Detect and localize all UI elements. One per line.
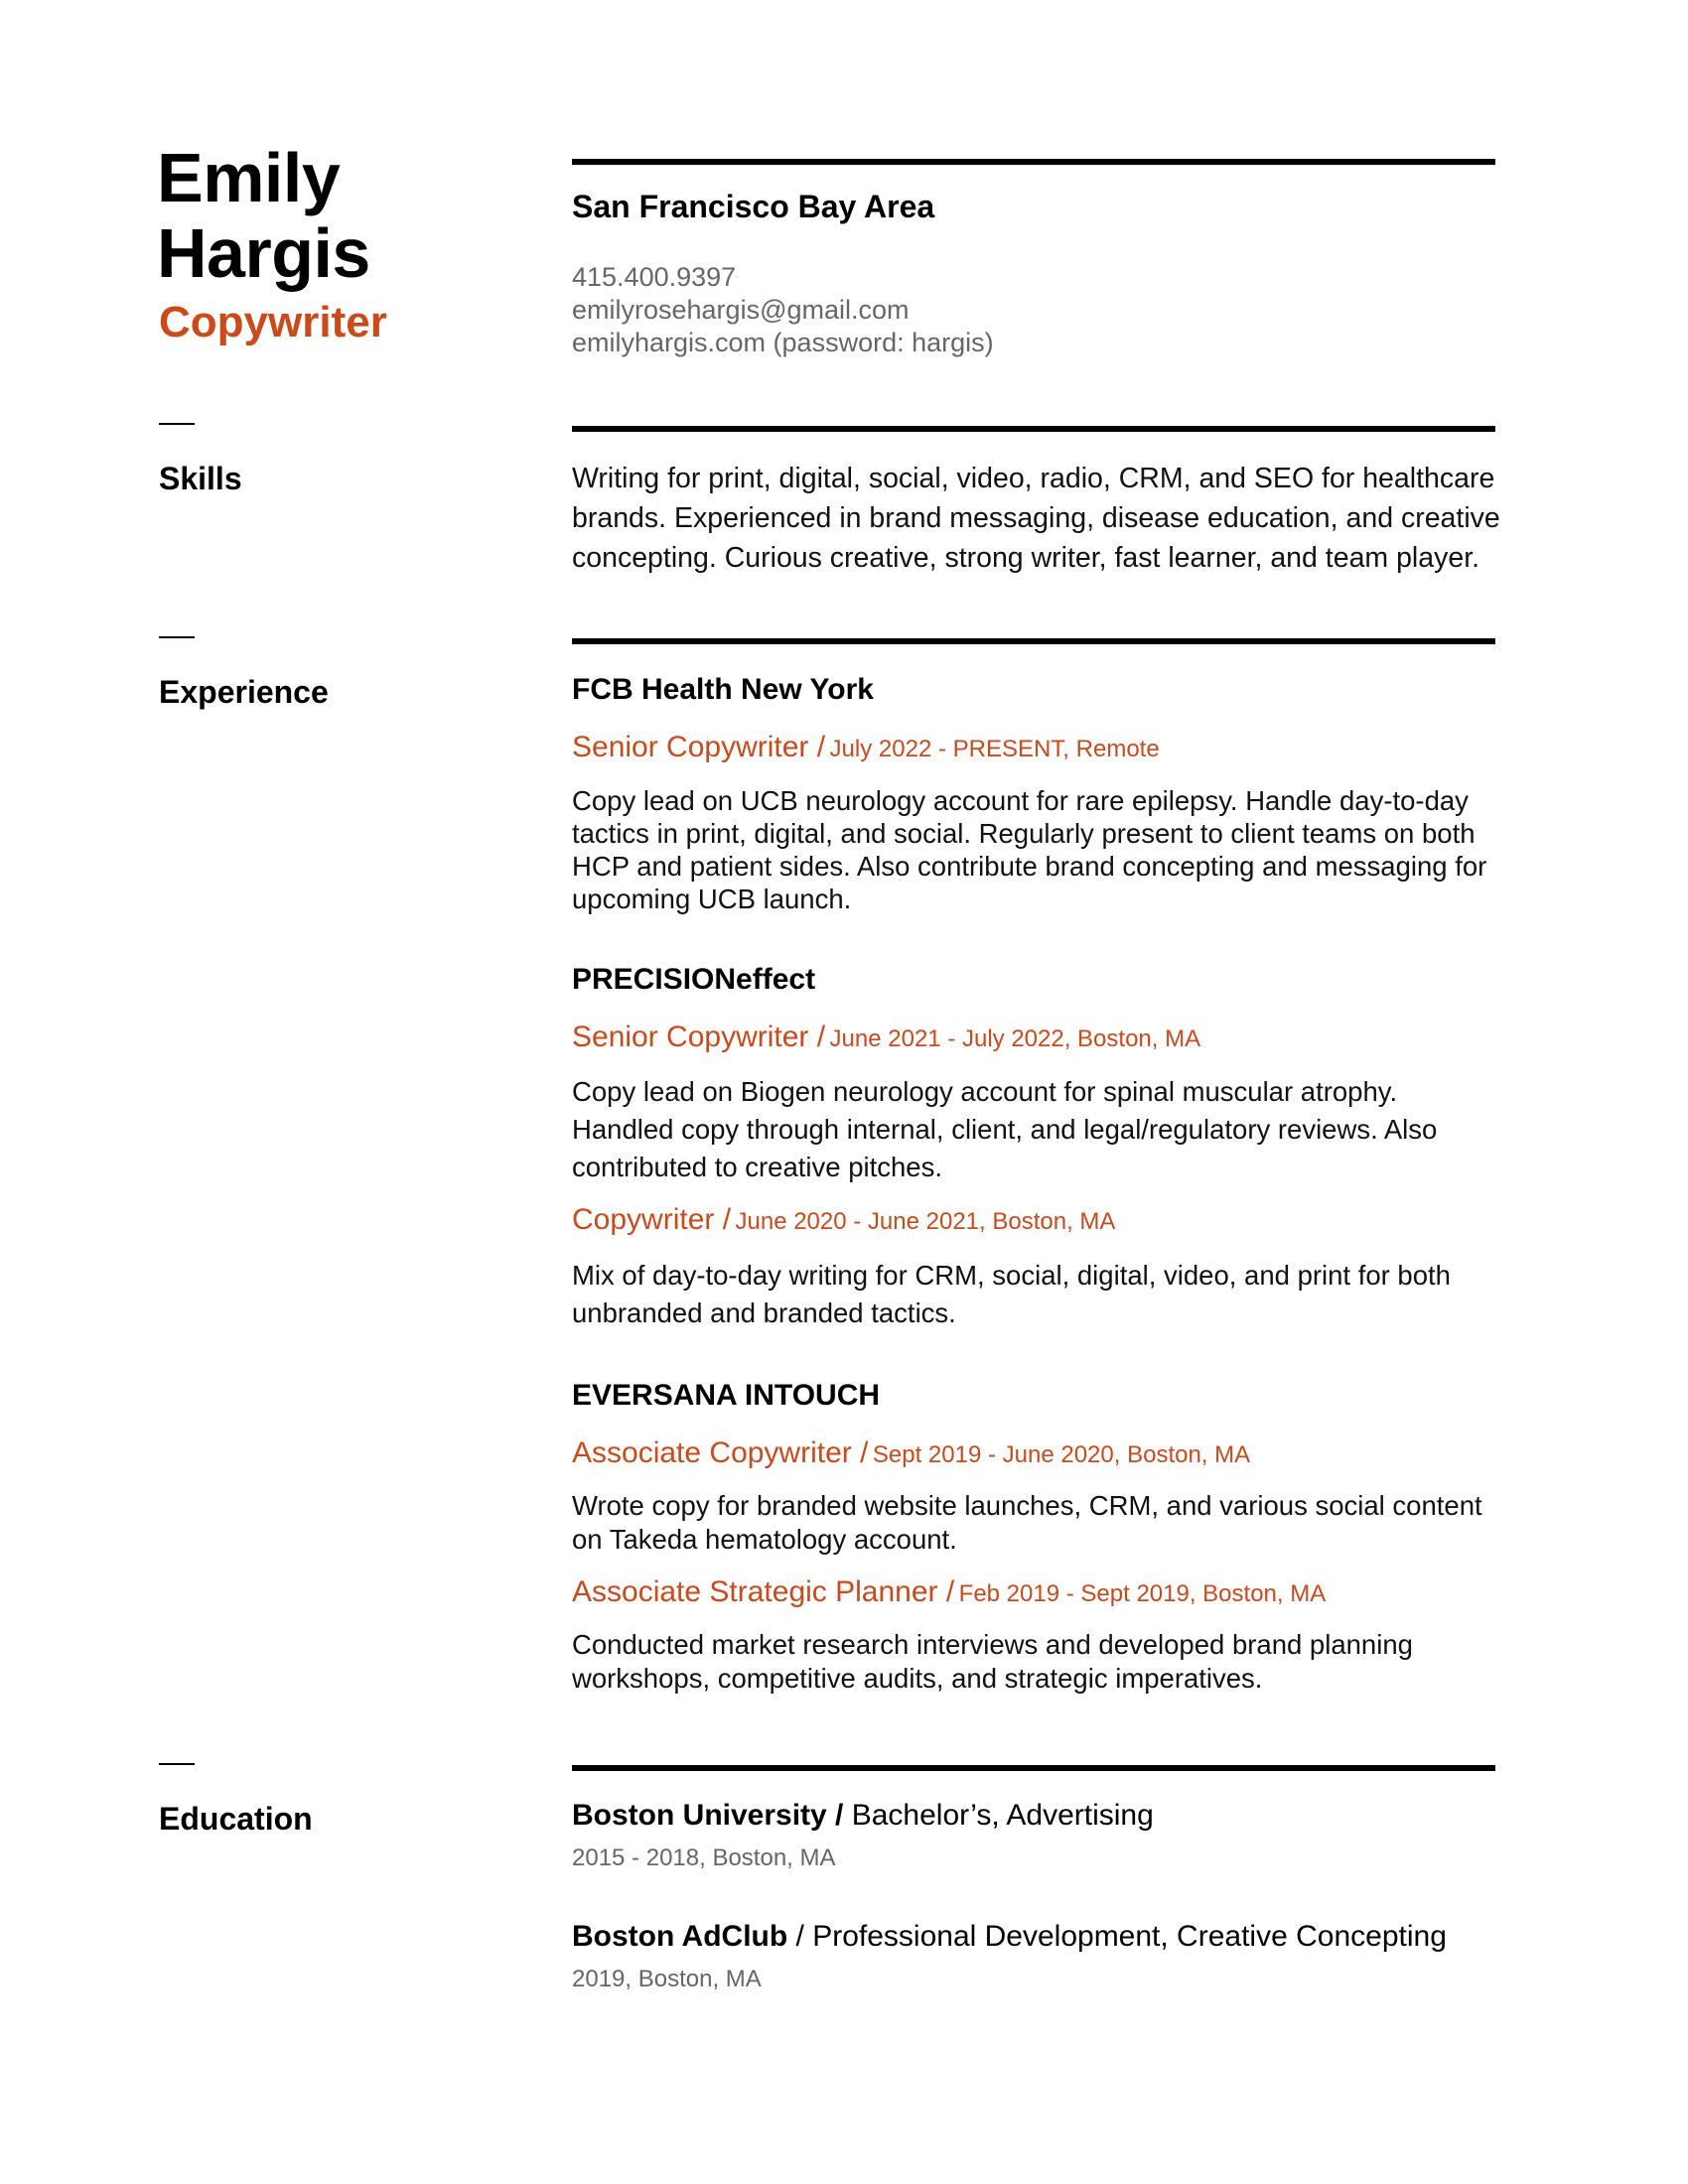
education-entry xyxy=(572,1920,1447,1954)
contact-divider xyxy=(572,159,1495,165)
school-name: Boston University xyxy=(572,1799,827,1832)
company-name: EVERSANA INTOUCH xyxy=(572,1379,881,1412)
website[interactable]: emilyhargis.com (password: hargis) xyxy=(572,328,994,357)
role-line xyxy=(572,1203,1115,1237)
first-name: Emily xyxy=(157,139,341,216)
school-name: Boston AdClub xyxy=(572,1920,788,1953)
role-title: Associate Strategic Planner / xyxy=(572,1575,955,1608)
school-program: Bachelor’s, Advertising xyxy=(851,1799,1154,1832)
role-dates: Feb 2019 - Sept 2019, Boston, MA xyxy=(958,1580,1327,1607)
education-meta: 2015 - 2018, Boston, MA xyxy=(572,1844,836,1871)
role-title: Associate Copywriter / xyxy=(572,1436,869,1469)
role-description: Mix of day-to-day writing for CRM, social, digital, video, and print for both unbranded and branded tactics. xyxy=(572,1260,1451,1328)
role-title: Senior Copywriter / xyxy=(572,1021,826,1053)
role-title: Copywriter / xyxy=(572,1203,732,1236)
education-dash xyxy=(159,1763,195,1765)
email[interactable]: emilyrosehargis@gmail.com xyxy=(572,295,910,325)
role-dates: July 2022 - PRESENT, Remote xyxy=(829,736,1160,762)
phone: 415.400.9397 xyxy=(572,262,737,292)
role-description: Copy lead on UCB neurology account for rare epilepsy. Handle day-to-day tactics in print, digital, and social. Regularly present to client teams on both HCP and patient sides. Also contribute brand concepting and messaging for upcoming UCB launch. xyxy=(572,785,1487,914)
education-entry xyxy=(572,1799,1154,1833)
education-divider xyxy=(572,1765,1495,1771)
skills-heading: Skills xyxy=(159,461,242,496)
education-heading: Education xyxy=(159,1801,313,1837)
role-description: Conducted market research interviews and developed brand planning workshops, competitive audits, and strategic imperatives. xyxy=(572,1629,1413,1694)
role-dates: Sept 2019 - June 2020, Boston, MA xyxy=(872,1441,1251,1468)
school-separator: / xyxy=(787,1920,813,1953)
role-description: Copy lead on Biogen neurology account for spinal muscular atrophy. Handled copy through internal, client, and legal/regulatory reviews. Also contributed to creative pitches. xyxy=(572,1076,1438,1182)
last-name: Hargis xyxy=(157,214,370,292)
experience-heading: Experience xyxy=(159,674,329,710)
role-line xyxy=(572,1021,1200,1054)
role-description: Wrote copy for branded website launches, CRM, and various social content on Takeda hematology account. xyxy=(572,1490,1482,1555)
skills-dash xyxy=(159,423,195,425)
job-title: Copywriter xyxy=(159,298,387,346)
company-name: PRECISIONeffect xyxy=(572,963,816,996)
role-dates: June 2020 - June 2021, Boston, MA xyxy=(735,1208,1116,1235)
role-title: Senior Copywriter / xyxy=(572,731,826,763)
education-meta: 2019, Boston, MA xyxy=(572,1966,762,1992)
skills-text: Writing for print, digital, social, video, radio, CRM, and SEO for healthcare brands. Experienced in brand messaging, disease education, and creative concepting. Curious creative, strong writer, fast learner, and team player. xyxy=(572,463,1500,574)
experience-dash xyxy=(159,636,195,638)
role-line xyxy=(572,1436,1250,1470)
company-name: FCB Health New York xyxy=(572,673,874,706)
skills-divider xyxy=(572,426,1495,432)
role-line xyxy=(572,731,1160,764)
location: San Francisco Bay Area xyxy=(572,189,935,224)
school-separator: / xyxy=(826,1799,852,1832)
school-program: Professional Development, Creative Concepting xyxy=(812,1920,1447,1953)
role-line xyxy=(572,1575,1326,1609)
experience-divider xyxy=(572,638,1495,644)
role-dates: June 2021 - July 2022, Boston, MA xyxy=(829,1025,1201,1052)
